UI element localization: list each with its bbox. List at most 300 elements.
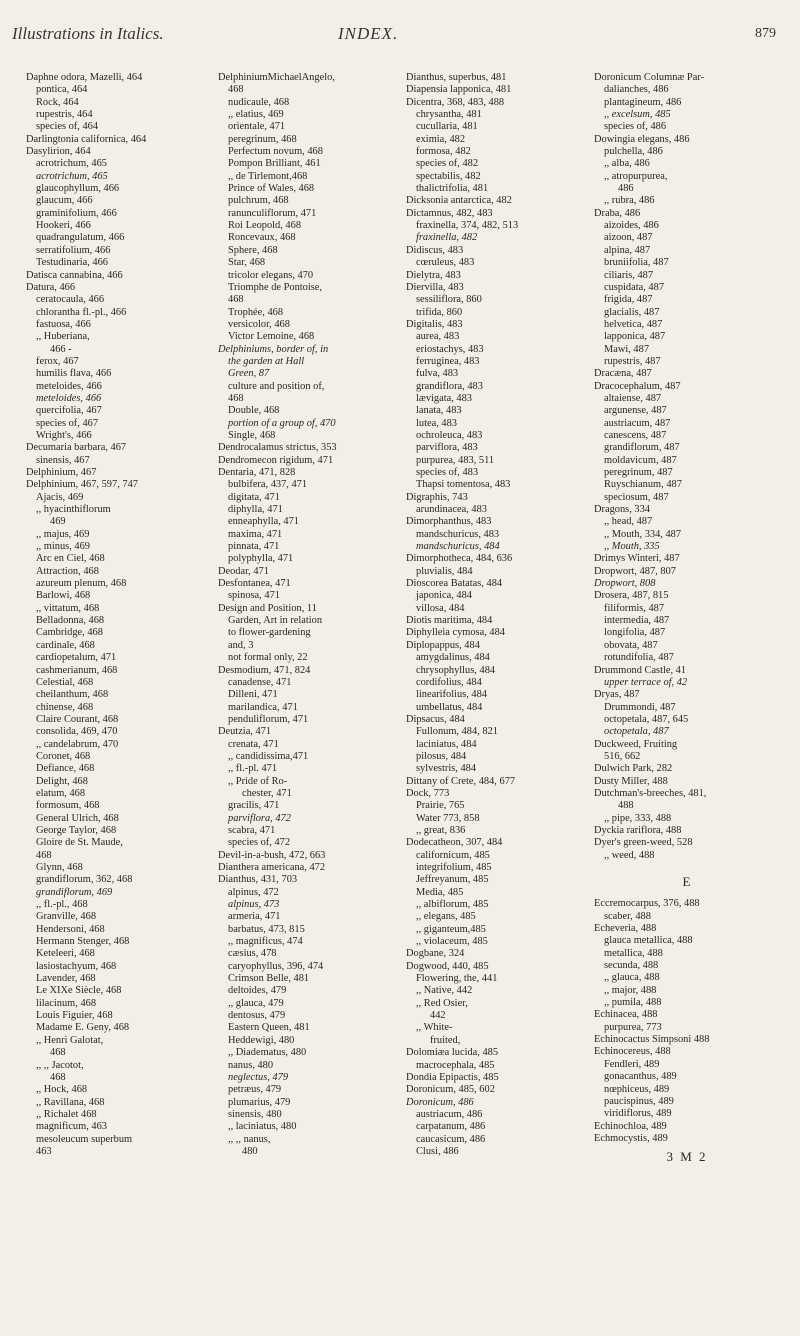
index-entry: ,, glauca, 479 — [228, 997, 284, 1009]
index-entry: aizoides, 486 — [604, 220, 659, 232]
index-entry: sinensis, 480 — [228, 1108, 282, 1120]
index-entry: quercifolia, 467 — [36, 405, 102, 417]
index-entry: Dimorphanthus, 483 — [406, 516, 492, 528]
index-entry: ,, fl.-pl., 468 — [36, 899, 88, 911]
index-entry: diphylla, 471 — [228, 504, 283, 516]
index-entry: magnificum, 463 — [36, 1121, 107, 1133]
index-entry: Dictamnus, 482, 483 — [406, 207, 493, 219]
index-entry: cæsius, 478 — [228, 948, 277, 960]
index-entry: ,, Ravillana, 468 — [36, 1096, 105, 1108]
index-entry: formosa, 482 — [416, 146, 471, 158]
index-entry: General Ulrich, 468 — [36, 812, 119, 824]
index-entry: the garden at Hall — [228, 355, 305, 367]
index-entry: ,, elatius, 469 — [228, 109, 284, 121]
index-entry: Drosera, 487, 815 — [594, 590, 669, 602]
index-entry: spectabilis, 482 — [416, 170, 481, 182]
index-entry: Eastern Queen, 481 — [228, 1022, 310, 1034]
index-entry: Diphylleia cymosa, 484 — [406, 627, 505, 639]
index-entry: Defiance, 468 — [36, 763, 95, 775]
index-entry: Dicentra, 368, 483, 488 — [406, 96, 505, 108]
index-entry: Dracæna, 487 — [594, 368, 652, 380]
index-entry: peregrinum, 487 — [604, 467, 673, 478]
index-entry: to flower-gardening — [228, 627, 311, 639]
index-entry: Prince of Wales, 468 — [228, 183, 315, 195]
index-entry: ,, Huberiana, — [36, 331, 90, 343]
index-entry: ,, glauca, 488 — [604, 972, 660, 984]
index-entry: Gloire de St. Maude, — [36, 837, 123, 849]
index-entry: Dendromecon rigidum, 471 — [218, 454, 334, 466]
index-entry: bulbifera, 437, 471 — [228, 479, 308, 491]
index-entry: culture and position of, — [228, 380, 325, 392]
index-entry: Drummondi, 487 — [604, 701, 676, 713]
index-entry: Prairie, 765 — [416, 800, 465, 812]
index-entry: ferox, 467 — [36, 355, 79, 367]
index-entry: rupestris, 464 — [36, 109, 93, 121]
index-entry: argunense, 487 — [604, 405, 667, 417]
index-entry: Roncevaux, 468 — [228, 232, 296, 244]
index-entry: Dusty Miller, 488 — [594, 775, 668, 787]
index-entry: ciliaris, 487 — [604, 269, 654, 281]
index-entry: intermedia, 487 — [604, 615, 670, 627]
index-entry: amygdalinus, 484 — [416, 652, 490, 664]
index-entry: Dicksonia antarctica, 482 — [406, 195, 512, 207]
index-entry: 486 — [618, 183, 634, 195]
index-entry: serratifolium, 466 — [36, 244, 111, 256]
index-entry: cardinale, 468 — [36, 639, 95, 651]
section-title: INDEX. — [338, 24, 399, 43]
index-entry: alpina, 487 — [604, 244, 651, 256]
index-entry: Drummond Castle, 41 — [594, 664, 687, 676]
index-entry: Dodecatheon, 307, 484 — [406, 837, 503, 849]
index-entry: ,, atropurpurea, — [604, 170, 668, 182]
index-entry: moldavicum, 487 — [604, 454, 677, 466]
index-entry: viridiflorus, 489 — [604, 1108, 672, 1120]
index-entry: Dielytra, 483 — [406, 269, 461, 281]
index-entry: crenata, 471 — [228, 738, 279, 750]
index-entry: lapponica, 487 — [604, 331, 666, 343]
index-entry: alpinus, 473 — [228, 899, 280, 911]
index-entry: mandschuricus, 483 — [416, 528, 500, 540]
index-entry: penduliflorum, 471 — [228, 713, 309, 725]
index-entry: Delphiniums, border of, in — [218, 343, 329, 355]
index-entry: Dyer's green-weed, 528 — [594, 837, 693, 849]
index-entry: Dioscorea Batatas, 484 — [406, 578, 503, 590]
index-entry: elatum, 468 — [36, 787, 86, 799]
index-entry: versicolor, 468 — [228, 318, 290, 330]
index-entry: Trophée, 468 — [228, 306, 284, 318]
index-entry: grandiflorum, 469 — [36, 886, 113, 898]
index-entry: laciniatus, 484 — [416, 738, 477, 750]
index-entry: George Taylor, 468 — [36, 824, 117, 836]
index-entry: gonacanthus, 489 — [604, 1071, 677, 1083]
index-entry: digitata, 471 — [228, 491, 280, 503]
index-entry: Diotis maritima, 484 — [406, 615, 493, 627]
index-entry: Delphinium, 467, 597, 747 — [26, 479, 138, 491]
index-entry: thalictrifolia, 481 — [416, 183, 489, 195]
index-entry: enneaphylla, 471 — [228, 516, 299, 528]
index-entry: fraxinella, 374, 482, 513 — [416, 220, 519, 232]
index-entry: Dendrocalamus strictus, 353 — [218, 442, 337, 454]
index-entry: Claire Courant, 468 — [36, 713, 119, 725]
index-entry: Dondia Epipactis, 485 — [406, 1071, 499, 1083]
index-entry: Lavender, 468 — [36, 973, 96, 985]
index-entry: nœphiceus, 489 — [604, 1083, 670, 1095]
index-entry: species of, 472 — [228, 837, 291, 849]
index-entry: species of, 486 — [604, 121, 667, 133]
index-entry: carpatanum, 486 — [416, 1121, 486, 1133]
page-header — [0, 22, 800, 52]
index-entry: ,, pipe, 333, 488 — [604, 812, 672, 824]
index-entry: Dyckia rariflora, 488 — [594, 824, 682, 836]
index-entry: Duckweed, Fruiting — [594, 738, 678, 750]
index-entry: cordifolius, 484 — [416, 676, 482, 688]
index-entry: eximia, 482 — [416, 133, 466, 145]
index-entry: ,, candelabrum, 470 — [36, 738, 119, 750]
index-entry: Coronet, 468 — [36, 750, 91, 762]
index-entry: Desmodium, 471, 824 — [218, 664, 311, 676]
index-entry: ,, White- — [416, 1022, 453, 1034]
index-entry: lasiostachyum, 468 — [36, 960, 117, 972]
index-entry: orientale, 471 — [228, 121, 286, 133]
index-entry: humilis flava, 466 — [36, 368, 112, 380]
index-entry: Datisca cannabina, 466 — [26, 269, 123, 281]
index-entry: ,, great, 836 — [416, 824, 466, 836]
index-entry: Echinocactus Simpsoni 488 — [594, 1034, 710, 1046]
index-entry: formosum, 468 — [36, 800, 100, 812]
index-entry: ,, candidissima,471 — [228, 750, 309, 762]
index-entry: Glynn, 468 — [36, 862, 83, 873]
index-entry: fruited, — [430, 1034, 461, 1046]
index-entry: ,, major, 488 — [604, 984, 657, 996]
index-entry: 466 - — [50, 343, 72, 355]
index-entry: Echinocereus, 488 — [594, 1046, 671, 1058]
index-entry: Cambridge, 468 — [36, 627, 103, 639]
index-entry: glaucophyllum, 466 — [36, 183, 120, 195]
index-entry: spinosa, 471 — [228, 590, 280, 602]
index-entry: Hermann Stenger, 468 — [36, 936, 130, 948]
index-entry: parviflora, 472 — [228, 812, 291, 824]
index-entry: ,, minus, 469 — [36, 541, 90, 553]
index-entry: Fendleri, 489 — [604, 1058, 660, 1070]
index-entry: longifolia, 487 — [604, 627, 666, 639]
index-entry: Dianthus, superbus, 481 — [406, 72, 507, 83]
index-entry: quadrangulatum, 466 — [36, 232, 125, 244]
index-entry: Ajacis, 469 — [36, 491, 84, 503]
index-entry: integrifolium, 485 — [416, 862, 492, 873]
index-entry: Crimson Belle, 481 — [228, 973, 310, 985]
index-entry: petræus, 479 — [228, 1084, 282, 1096]
index-entry: Eccremocarpus, 376, 488 — [594, 898, 700, 910]
index-entry: plumarius, 479 — [228, 1096, 291, 1108]
index-entry: Rock, 464 — [36, 96, 79, 108]
signature-mark: 3 M 2 — [666, 1149, 708, 1165]
index-entry: Dentaria, 471, 828 — [218, 467, 296, 478]
index-entry: Doronicum Columnæ Par- — [594, 72, 705, 83]
index-entry: peregrinum, 468 — [228, 133, 297, 145]
index-entry: ,, Native, 442 — [416, 985, 473, 997]
index-entry: Dropwort, 487, 807 — [594, 565, 676, 577]
index-entry: speciosum, 487 — [604, 491, 669, 503]
index-entry: ,, excelsum, 485 — [604, 109, 671, 121]
index-entry: austriacum, 487 — [604, 417, 671, 429]
index-entry: ,, Mouth, 334, 487 — [604, 528, 682, 540]
index-entry: ,, Pride of Ro- — [228, 775, 288, 787]
index-entry: upper terrace of, 42 — [604, 676, 688, 688]
index-entry: 468 — [50, 1071, 66, 1083]
index-entry: ,, alba, 486 — [604, 158, 650, 170]
index-entry: Hookeri, 466 — [36, 220, 91, 232]
index-entry: ,, violaceum, 485 — [416, 936, 488, 948]
index-entry: ,, hyacinthiflorum — [36, 504, 111, 516]
index-entry: Dock, 773 — [406, 787, 450, 799]
index-entry: Dianthus, 431, 703 — [218, 874, 298, 886]
index-entry: 442 — [430, 1010, 446, 1022]
index-entry: glauca metallica, 488 — [604, 935, 693, 947]
index-entry: ,, magnificus, 474 — [228, 936, 303, 948]
index-entry: polyphylla, 471 — [228, 553, 294, 565]
index-entry: fulva, 483 — [416, 368, 459, 380]
index-entry: tricolor elegans, 470 — [228, 269, 314, 281]
index-entry: alpinus, 472 — [228, 886, 279, 898]
index-entry: mandschuricus, 484 — [416, 541, 500, 553]
index-entry: scaber, 488 — [604, 910, 651, 922]
page-number: 879 — [755, 26, 776, 41]
index-entry: lutea, 483 — [416, 417, 457, 429]
index-entry: dalianches, 486 — [604, 84, 669, 96]
index-entry: grandiflora, 483 — [416, 380, 483, 392]
index-entry: ,, head, 487 — [604, 516, 653, 528]
index-entry: altaiense, 487 — [604, 392, 662, 404]
index-entry: austriacum, 486 — [416, 1108, 483, 1120]
index-entry: portion of a group of, 470 — [228, 417, 336, 429]
index-entry: Madame E. Geny, 468 — [36, 1022, 130, 1034]
index-entry: grandiflorum, 487 — [604, 442, 680, 454]
index-entry: 516, 662 — [604, 750, 641, 762]
index-entry: lanata, 483 — [416, 405, 462, 417]
index-entry: species of, 467 — [36, 417, 99, 429]
index-entry: ,, laciniatus, 480 — [228, 1121, 297, 1133]
index-entry: ,, pumila, 488 — [604, 997, 662, 1009]
index-entry: ferruginea, 483 — [416, 355, 480, 367]
index-entry: ochroleuca, 483 — [416, 429, 483, 441]
index-entry: filiformis, 487 — [604, 602, 665, 614]
index-entry: ,, ,, Jacotot, — [36, 1059, 84, 1071]
index-entry: nudicaule, 468 — [228, 96, 290, 108]
index-entry: metallica, 488 — [604, 947, 663, 959]
index-entry: parviflora, 483 — [416, 442, 478, 454]
index-entry: DelphiniumMichaelAngelo, — [218, 72, 335, 83]
index-entry: neglectus, 479 — [228, 1071, 289, 1083]
index-entry: ,, vittatum, 468 — [36, 602, 100, 614]
index-entry: Triomphe de Pontoise, — [228, 281, 323, 293]
index-entry: Dragons, 334 — [594, 504, 650, 516]
index-entry: villosa, 484 — [416, 602, 465, 614]
index-entry: acrotrichum, 465 — [36, 170, 108, 182]
index-entry: Delight, 468 — [36, 775, 88, 787]
index-entry: cuspidata, 487 — [604, 281, 665, 293]
index-entry: cucullaria, 481 — [416, 121, 478, 133]
index-entry: ranunculiflorum, 471 — [228, 207, 317, 219]
index-entry: Fullonum, 484, 821 — [416, 726, 498, 738]
index-entry: pluvialis, 484 — [416, 565, 473, 577]
index-entry: grandiflorum, 362, 468 — [36, 874, 133, 886]
index-entry: Dutchman's-breeches, 481, — [594, 787, 707, 799]
index-entry: chrysantha, 481 — [416, 109, 482, 121]
index-entry: Dracocephalum, 487 — [594, 380, 681, 392]
index-entry: 468 — [228, 294, 244, 306]
index-entry: Echinacea, 488 — [594, 1009, 658, 1021]
index-entry: Louis Figuier, 468 — [36, 1010, 113, 1022]
index-entry: ,, Mouth, 335 — [604, 541, 660, 553]
index-entry: californicum, 485 — [416, 849, 490, 861]
index-entry: Dittany of Crete, 484, 677 — [406, 775, 516, 787]
index-entry: chester, 471 — [242, 787, 292, 799]
index-entry: umbellatus, 484 — [416, 701, 483, 713]
index-entry: ,, ,, nanus, — [228, 1133, 271, 1145]
index-entry: Deutzia, 471 — [218, 726, 272, 738]
index-entry: Dimorphotheca, 484, 636 — [406, 553, 513, 565]
index-entry: Daphne odora, Mazelli, 464 — [26, 72, 143, 83]
index-entry: 468 — [228, 392, 244, 404]
index-entry: caucasicum, 486 — [416, 1133, 486, 1145]
index-entry: canadense, 471 — [228, 676, 292, 688]
index-entry: Heddewigi, 480 — [228, 1034, 295, 1046]
index-entry: cheilanthum, 468 — [36, 689, 109, 701]
index-entry: species of, 482 — [416, 158, 479, 170]
index-entry: meteloides, 466 — [36, 392, 102, 404]
index-entry: cardiopetalum, 471 — [36, 652, 117, 664]
index-entry: bruniifolia, 487 — [604, 257, 669, 269]
index-entry: Jeffreyanum, 485 — [416, 874, 489, 886]
index-entry: Granville, 468 — [36, 911, 97, 923]
index-entry: armeria, 471 — [228, 911, 281, 923]
index-entry: Flowering, the, 441 — [416, 973, 498, 985]
index-entry: Garden, Art in relation — [228, 615, 323, 627]
index-entry: Dianthera americana, 472 — [218, 862, 326, 873]
index-entry: Design and Position, 11 — [218, 602, 317, 614]
index-entry: Victor Lemoine, 468 — [228, 331, 315, 343]
index-entry: species of, 483 — [416, 467, 479, 478]
index-entry: Drimys Winteri, 487 — [594, 553, 680, 565]
index-entry: glaucum, 466 — [36, 195, 93, 207]
index-entry: ,, Diadematus, 480 — [228, 1047, 307, 1059]
index-entry: aizoon, 487 — [604, 232, 653, 244]
index-entry: lilacinum, 468 — [36, 997, 97, 1009]
index-entry: Star, 468 — [228, 257, 266, 269]
index-entry: 468 — [36, 849, 52, 861]
index-entry: barbatus, 473, 815 — [228, 923, 305, 935]
index-entry: aurea, 483 — [416, 331, 460, 343]
index-entry: Digitalis, 483 — [406, 318, 463, 330]
index-entry: purpurea, 773 — [604, 1021, 662, 1033]
index-entry: octopetala, 487, 645 — [604, 713, 689, 725]
index-entry: ,, de Tirlemont,468 — [228, 170, 308, 182]
index-entry: 463 — [36, 1145, 52, 1157]
index-entry: fraxinella, 482 — [416, 232, 478, 244]
index-entry: consolida, 469, 470 — [36, 726, 118, 738]
index-entry: sinensis, 467 — [36, 454, 90, 466]
index-entry: eriostachys, 483 — [416, 343, 484, 355]
index-entry: Single, 468 — [228, 429, 276, 441]
index-entry: ,, Hock, 468 — [36, 1084, 88, 1096]
index-entry: ,, majus, 469 — [36, 528, 90, 540]
index-column-2 — [218, 72, 404, 1158]
index-entry: frigida, 487 — [604, 294, 653, 306]
index-entry: chrysophyllus, 484 — [416, 664, 496, 676]
section-letter-e: E — [682, 874, 692, 889]
index-entry: Dryas, 487 — [594, 689, 640, 701]
index-entry: ceratocaula, 466 — [36, 294, 105, 306]
index-entry: 468 — [228, 84, 244, 96]
index-entry: Dipsacus, 484 — [406, 713, 465, 725]
index-entry: Diervilla, 483 — [406, 281, 464, 293]
index-entry: ,, albiflorum, 485 — [416, 899, 489, 911]
index-entry: Barlowi, 468 — [36, 590, 91, 602]
index-entry: Darlingtonia californica, 464 — [26, 133, 147, 145]
index-entry: octopetala, 487 — [604, 726, 669, 738]
index-entry: sessiliflora, 860 — [416, 294, 482, 306]
index-entry: ,, rubra, 486 — [604, 195, 655, 207]
index-entry: Digraphis, 743 — [406, 491, 468, 503]
index-column-3 — [406, 72, 592, 1158]
index-entry: Dropwort, 808 — [594, 578, 656, 590]
index-entry: Devil-in-a-bush, 472, 663 — [218, 849, 326, 861]
index-entry: rupestris, 487 — [604, 355, 661, 367]
index-entry: Wright's, 466 — [36, 429, 92, 441]
index-entry: purpurea, 483, 511 — [416, 454, 495, 466]
index-entry: Ruyschianum, 487 — [604, 479, 682, 491]
index-entry: 469 — [50, 516, 66, 528]
index-entry: chlorantha fl.-pl., 466 — [36, 306, 127, 318]
index-entry: not formal only, 22 — [228, 652, 308, 664]
index-entry: pulchrum, 468 — [228, 195, 289, 207]
index-entry: ,, elegans, 485 — [416, 911, 476, 923]
index-entry: rotundifolia, 487 — [604, 652, 674, 664]
index-entry: 468 — [50, 1047, 66, 1059]
index-entry: Decumaria barbara, 467 — [26, 442, 127, 454]
index-entry: Dolomiæa lucida, 485 — [406, 1047, 499, 1059]
index-entry: Double, 468 — [228, 405, 280, 417]
index-entry: obovata, 487 — [604, 639, 658, 651]
index-entry: Diapensia lapponica, 481 — [406, 84, 512, 96]
index-entry: Pompon Brilliant, 461 — [228, 158, 321, 170]
index-entry: deltoides, 479 — [228, 985, 287, 997]
index-entry: paucispinus, 489 — [604, 1095, 674, 1107]
index-entry: Attraction, 468 — [36, 565, 99, 577]
index-entry: ,, giganteum,485 — [416, 923, 486, 935]
index-entry: graminifolium, 466 — [36, 207, 117, 219]
index-entry: macrocephala, 485 — [416, 1059, 495, 1071]
index-entry: Dilleni, 471 — [228, 689, 278, 701]
index-entry: Keteleeri, 468 — [36, 948, 95, 960]
index-entry: Doronicum, 485, 602 — [406, 1084, 495, 1096]
index-entry: Le XIXe Siècle, 468 — [36, 985, 122, 997]
index-entry: Doronicum, 486 — [406, 1096, 474, 1108]
index-entry: chinense, 468 — [36, 701, 94, 713]
index-entry: acrotrichum, 465 — [36, 158, 107, 170]
index-entry: ,, Red Osier, — [416, 997, 468, 1009]
index-entry: ,, Henri Galotat, — [36, 1034, 104, 1046]
index-entry: nanus, 480 — [228, 1059, 274, 1071]
index-entry: pinnata, 471 — [228, 541, 280, 553]
index-entry: gracilis, 471 — [228, 800, 280, 812]
index-entry: Echinochloa, 489 — [594, 1120, 667, 1132]
index-entry: canescens, 487 — [604, 429, 667, 441]
index-entry: japonica, 484 — [416, 590, 472, 602]
index-entry: Perfectum novum, 468 — [228, 146, 323, 158]
index-entry: Water 773, 858 — [416, 812, 480, 824]
running-title: Illustrations in Italics. — [12, 24, 164, 43]
